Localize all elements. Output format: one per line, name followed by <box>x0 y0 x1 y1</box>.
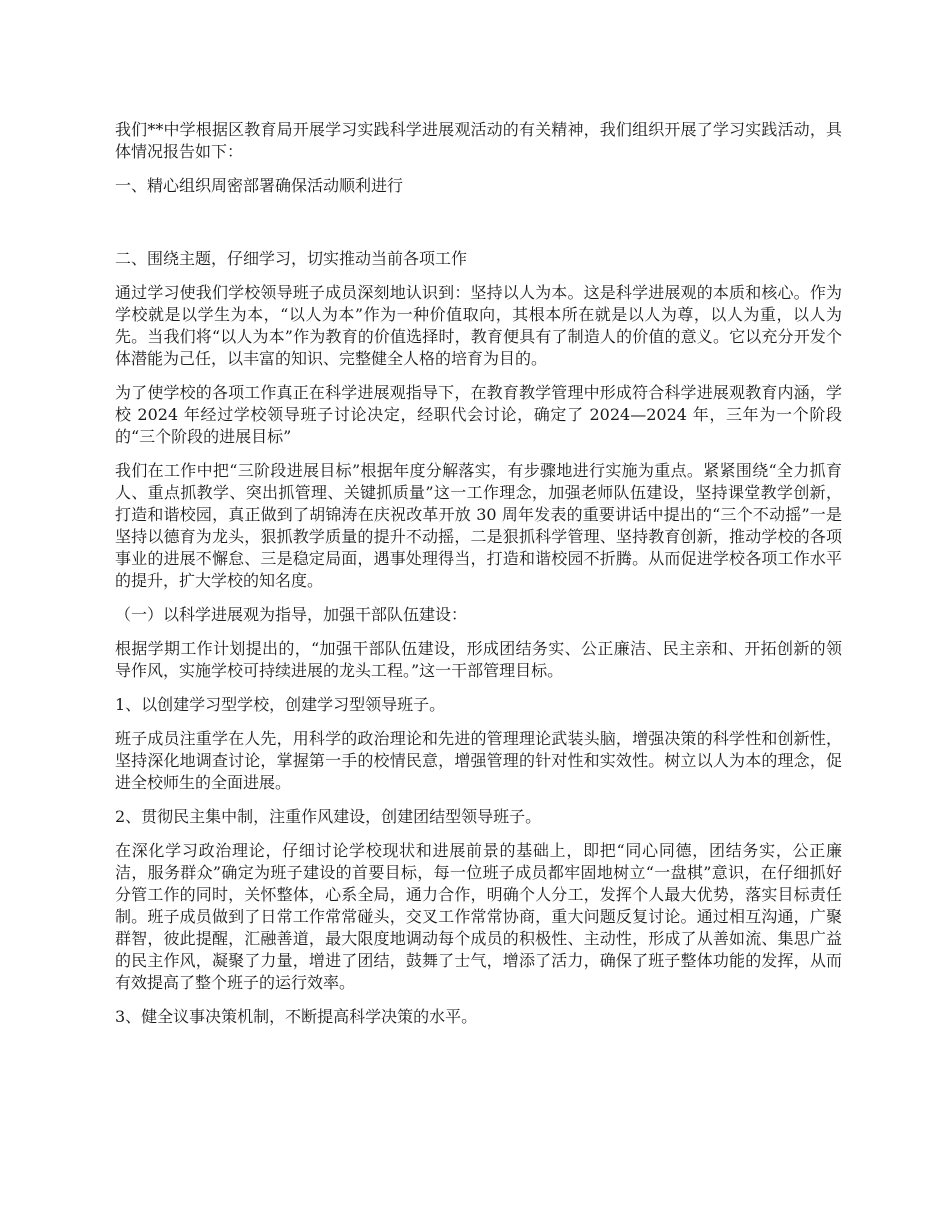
section-heading-1: 一、精心组织周密部署确保活动顺利进行 <box>115 176 404 195</box>
document-body <box>115 119 842 1040</box>
paragraph-people-oriented: 通过学习使我们学校领导班子成员深刻地认识到：坚持以人为本。这是科学进展观的本质和核心。作为学校就是以学生为本，“以人为本”作为一种价值取向，其根本所在就是以人为尊，以人为重，以人为先。当我们将“以人为本”作为教育的价值选择时，教育便具有了制造人的价值的意义。它以充分开发个体潜能为己任，以丰富的知识、完整健全人格的培育为目的。 <box>115 283 842 368</box>
list-item-3: 3、健全议事决策机制，不断提高科学决策的水平。 <box>115 1007 478 1026</box>
list-item-1: 1、以创建学习型学校，创建学习型领导班子。 <box>115 695 446 714</box>
blank-space <box>115 209 842 248</box>
paragraph-three-stage-goals: 我们在工作中把“三阶段进展目标”根据年度分解落实，有步骤地进行实施为重点。紧紧围绕“全力抓育人、重点抓教学、突出抓管理、关键抓质量”这一工作理念，加强老师队伍建设，坚持课堂教学创新，打造和谐校园，真正做到了胡锦涛在庆祝改革开放 30 周年发表的重要讲话中提出的“三个不动摇”一是坚持以德育为龙头，狠抓教学质量的提升不动摇，二是狠抓科学管理、坚持教育创新，推动学校的各项事业的进展不懈怠、三是稳定局面，遇事处理得当，打造和谐校园不折腾。从而促进学校各项工作水平的提升，扩大学校的知名度。 <box>115 461 842 590</box>
intro-paragraph: 我们**中学根据区教育局开展学习实践科学进展观活动的有关精神，我们组织开展了学习实践活动，具体情况报告如下： <box>115 120 842 161</box>
paragraph-democratic-centralism: 在深化学习政治理论，仔细讨论学校现状和进展前景的基础上，即把“同心同德，团结务实，公正廉洁，服务群众”确定为班子建设的首要目标，每一位班子成员都牢固地树立“一盘棋”意识，在仔细抓好分管工作的同时，关怀整体，心系全局，通力合作，明确个人分工，发挥个人最大优势，落实目标责任制。班子成员做到了日常工作常常碰头，交叉工作常常协商，重大问题反复讨论。通过相互沟通，广聚群智，彼此提醒，汇融善道，最大限度地调动每个成员的积极性、主动性，形成了从善如流、集思广益的民主作风，凝聚了力量，增进了团结，鼓舞了士气，增添了活力，确保了班子整体功能的发挥，从而有效提高了整个班子的运行效率。 <box>115 841 842 992</box>
list-item-2: 2、贯彻民主集中制，注重作风建设，创建团结型领导班子。 <box>115 807 542 826</box>
section-heading-2: 二、围绕主题，仔细学习，切实推动当前各项工作 <box>115 249 468 268</box>
paragraph-learning-team: 班子成员注重学在人先，用科学的政治理论和先进的管理理论武装头脑，增强决策的科学性和创新性，坚持深化地调查讨论，掌握第一手的校情民意，增强管理的针对性和实效性。树立以人为本的理念，促进全校师生的全面进展。 <box>115 729 842 792</box>
paragraph-development-goals: 为了使学校的各项工作真正在科学进展观指导下，在教育教学管理中形成符合科学进展观教育内涵，学校 2024 年经过学校领导班子讨论决定，经职代会讨论，确定了 2024—2024 年，三年为一个阶段的“三个阶段的进展目标” <box>115 383 842 446</box>
paragraph-work-plan: 根据学期工作计划提出的，“加强干部队伍建设，形成团结务实、公正廉洁、民主亲和、开拓创新的领导作风，实施学校可持续进展的龙头工程。”这一干部管理目标。 <box>115 639 842 680</box>
sub-heading-cadre-building: （一）以科学进展观为指导，加强干部队伍建设： <box>115 605 468 624</box>
